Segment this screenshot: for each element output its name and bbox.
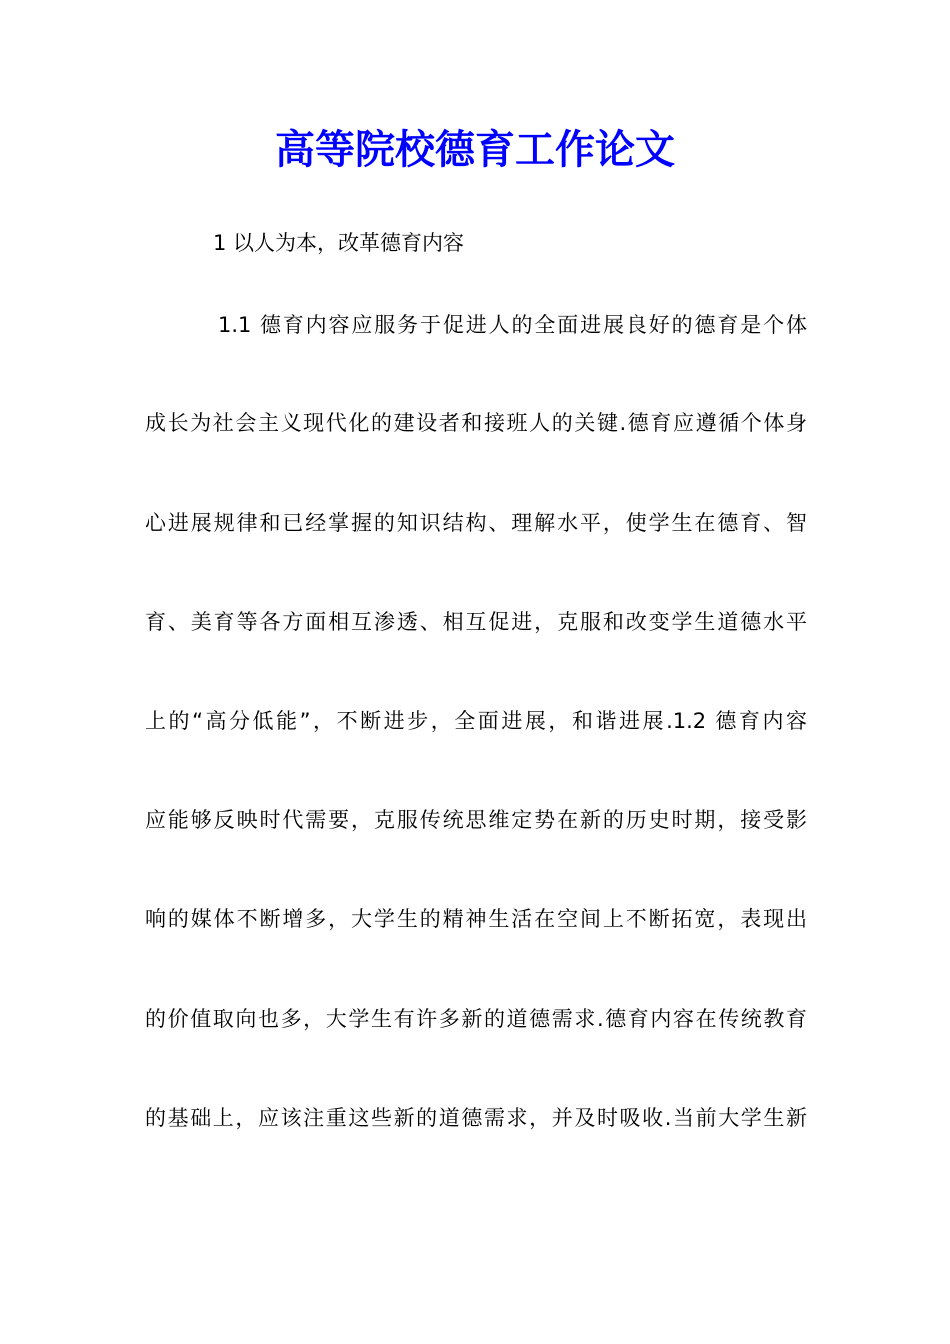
body-line: 响的媒体不断增多，大学生的精神生活在空间上不断拓宽，表现出	[145, 907, 807, 931]
body-line: 1.1 德育内容应服务于促进人的全面进展良好的德育是个体	[218, 313, 807, 337]
body-line: 成长为社会主义现代化的建设者和接班人的关键.德育应遵循个体身	[145, 411, 807, 435]
body-line: 应能够反映时代需要，克服传统思维定势在新的历史时期，接受影	[145, 808, 807, 832]
document-title: 高等院校德育工作论文	[275, 126, 675, 173]
body-line: 育、美育等各方面相互渗透、相互促进，克服和改变学生道德水平	[145, 610, 807, 634]
body-line: 的价值取向也多，大学生有许多新的道德需求.德育内容在传统教育	[145, 1007, 807, 1031]
body-line: 上的“高分低能”，不断进步，全面进展，和谐进展.1.2 德育内容	[145, 709, 807, 733]
body-line: 的基础上，应该注重这些新的道德需求，并及时吸收.当前大学生新	[145, 1106, 807, 1130]
section-heading: 1 以人为本，改革德育内容	[213, 231, 465, 255]
body-line: 心进展规律和已经掌握的知识结构、理解水平，使学生在德育、智	[145, 511, 807, 535]
